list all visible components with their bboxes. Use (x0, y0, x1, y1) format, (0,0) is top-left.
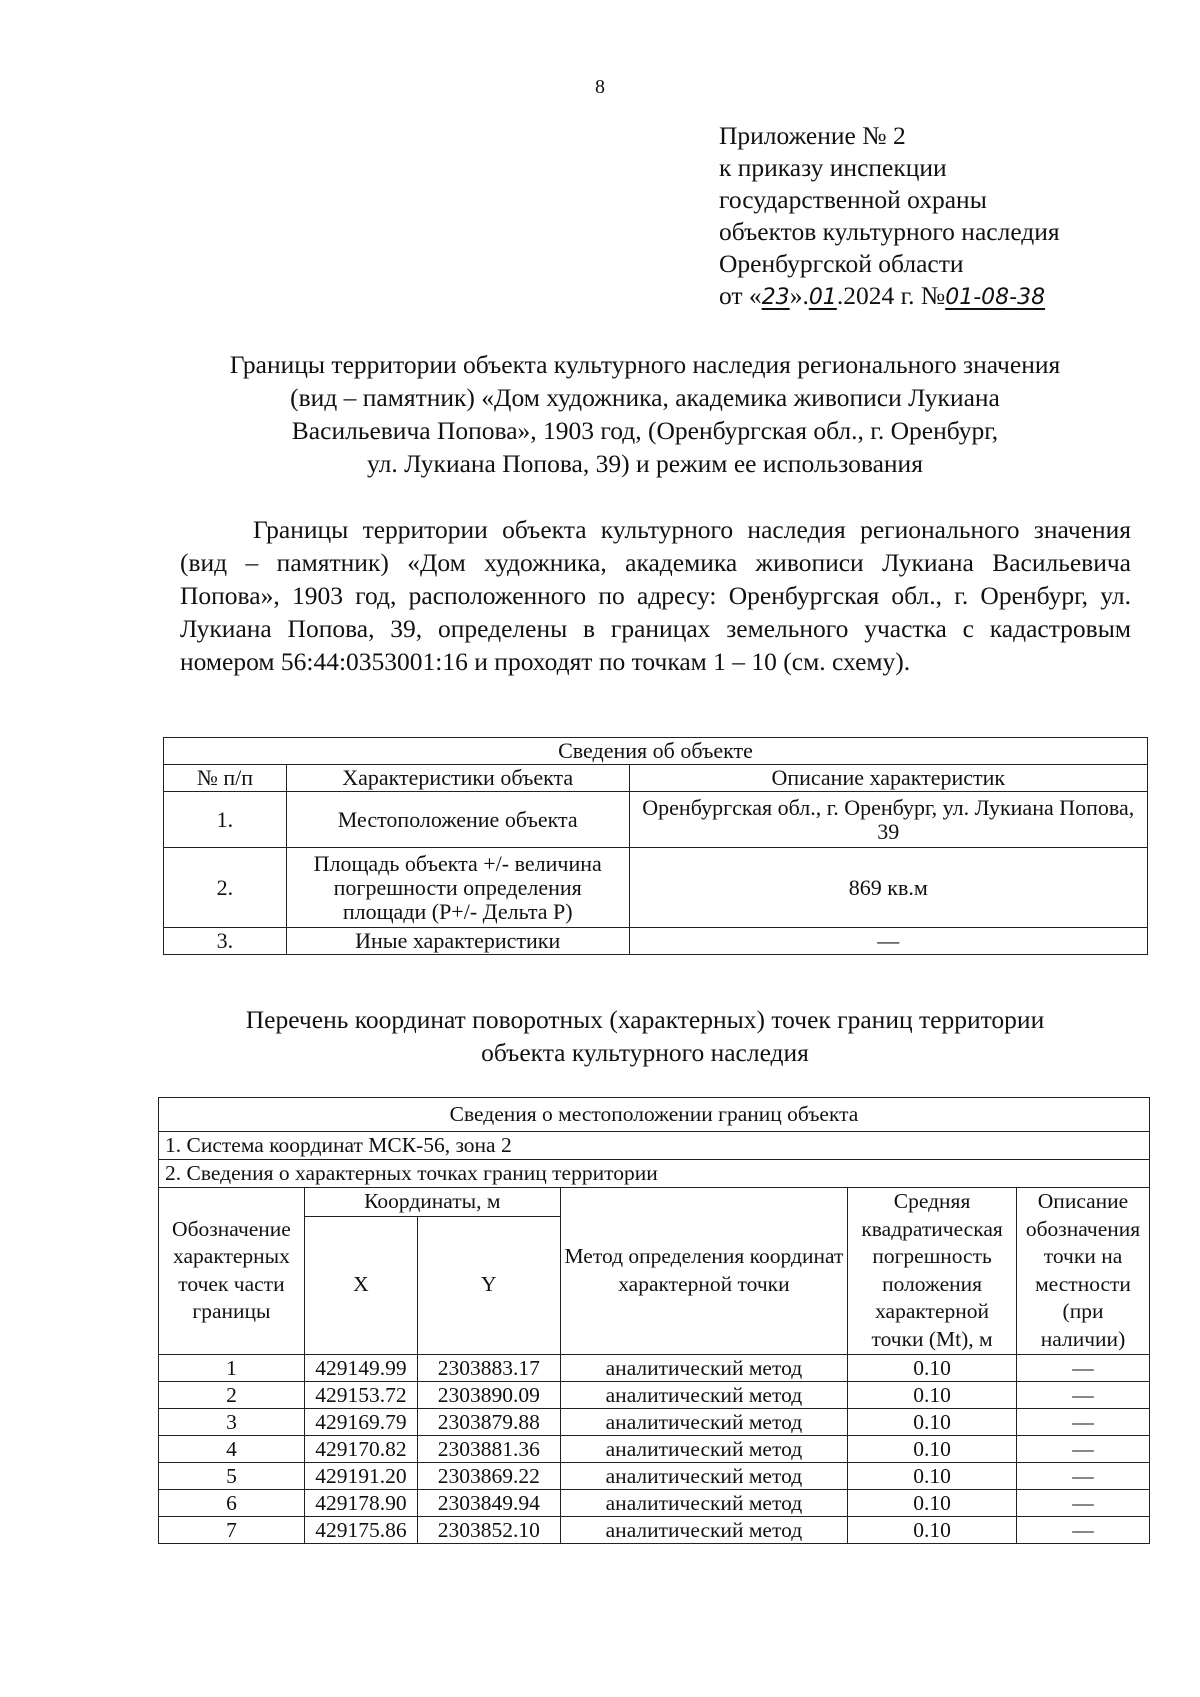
table-row (164, 928, 1148, 955)
point-y: 2303879.88 (417, 1408, 560, 1435)
table-header: № п/п (164, 765, 287, 792)
point-y: 2303883.17 (417, 1354, 560, 1381)
point-x: 429149.99 (304, 1354, 417, 1381)
table-header: Описание характеристик (629, 765, 1147, 792)
title-line: объекта культурного наследия (481, 1038, 809, 1067)
point-description: — (1017, 1516, 1150, 1543)
appendix-date-line (719, 280, 1159, 314)
point-description: — (1017, 1381, 1150, 1408)
point-description: — (1017, 1354, 1150, 1381)
table-row (159, 1381, 1150, 1408)
appendix-line: Приложение № 2 (719, 121, 906, 150)
table-row (159, 1354, 1150, 1381)
row-number: 3. (164, 928, 287, 955)
row-description: 869 кв.м (629, 848, 1147, 928)
row-characteristic: Местоположение объекта (286, 792, 629, 848)
point-description: — (1017, 1462, 1150, 1489)
handwritten-day: 23 (761, 285, 790, 310)
appendix-line: государственной охраны (719, 185, 987, 214)
coordinates-table (158, 1097, 1150, 1544)
point-method: аналитический метод (560, 1408, 847, 1435)
point-y: 2303852.10 (417, 1516, 560, 1543)
point-method: аналитический метод (560, 1435, 847, 1462)
table-row (159, 1435, 1150, 1462)
point-error: 0.10 (848, 1462, 1017, 1489)
point-y: 2303890.09 (417, 1381, 560, 1408)
table-row (159, 1408, 1150, 1435)
point-method: аналитический метод (560, 1462, 847, 1489)
point-description: — (1017, 1408, 1150, 1435)
point-error: 0.10 (848, 1516, 1017, 1543)
row-number: 2. (164, 848, 287, 928)
table-row (159, 1516, 1150, 1543)
point-number: 2 (159, 1381, 305, 1408)
handwritten-month: 01 (808, 285, 837, 310)
row-characteristic: Площадь объекта +/- величина погрешности определения площади (P+/- Дельта P) (286, 848, 629, 928)
table-caption: Сведения о местоположении границ объекта (159, 1098, 1150, 1132)
point-error: 0.10 (848, 1489, 1017, 1516)
point-error: 0.10 (848, 1408, 1017, 1435)
column-header-method: Метод определения координат характерной точки (560, 1188, 847, 1355)
date-year: .2024 г. № (836, 281, 946, 310)
table-row (164, 792, 1148, 848)
point-error: 0.10 (848, 1381, 1017, 1408)
date-mid: ». (789, 281, 809, 310)
point-number: 7 (159, 1516, 305, 1543)
appendix-line: объектов культурного наследия (719, 217, 1060, 246)
point-y: 2303881.36 (417, 1435, 560, 1462)
column-header-coordinates: Координаты, м (304, 1188, 560, 1217)
point-description: — (1017, 1435, 1150, 1462)
coordinates-title (160, 1003, 1130, 1069)
point-x: 429175.86 (304, 1516, 417, 1543)
column-header-point: Обозначение характерных точек части границы (159, 1188, 305, 1355)
point-number: 3 (159, 1408, 305, 1435)
point-y: 2303849.94 (417, 1489, 560, 1516)
column-header-error: Средняя квадратическая погрешность положения характерной точки (Mt), м (848, 1188, 1017, 1355)
point-error: 0.10 (848, 1354, 1017, 1381)
appendix-line: к приказу инспекции (719, 153, 947, 182)
coordinate-system: 1. Система координат МСК-56, зона 2 (159, 1132, 1150, 1160)
body-paragraph: Границы территории объекта культурного наследия регионального значения (вид – памятник) «Дом художника, академика живописи Лукиана Васильевича Попова», 1903 год, расположенного по адресу: Оренбургская обл., г. Оренбург, ул. Лукиана Попова, 39, определены в границах земельного участка с кадастровым номером 56:44:0353001:16 и проходят по точкам 1 – 10 (см. схему). (180, 515, 1131, 676)
table-row (159, 1462, 1150, 1489)
point-method: аналитический метод (560, 1489, 847, 1516)
point-number: 5 (159, 1462, 305, 1489)
point-description: — (1017, 1489, 1150, 1516)
row-description: Оренбургская обл., г. Оренбург, ул. Лукиана Попова, 39 (629, 792, 1147, 848)
point-number: 4 (159, 1435, 305, 1462)
appendix-header (719, 120, 1159, 314)
table-row (159, 1489, 1150, 1516)
point-method: аналитический метод (560, 1516, 847, 1543)
table-row (164, 848, 1148, 928)
point-number: 6 (159, 1489, 305, 1516)
table-caption: Сведения об объекте (164, 738, 1148, 765)
point-error: 0.10 (848, 1435, 1017, 1462)
point-method: аналитический метод (560, 1354, 847, 1381)
title-line: ул. Лукиана Попова, 39) и режим ее использования (367, 449, 923, 478)
title-line: Границы территории объекта культурного наследия регионального значения (229, 350, 1061, 379)
handwritten-order-number: 01-08-38 (945, 285, 1046, 310)
row-description: — (629, 928, 1147, 955)
point-x: 429191.20 (304, 1462, 417, 1489)
date-prefix: от « (719, 281, 762, 310)
row-characteristic: Иные характеристики (286, 928, 629, 955)
column-header-x: X (304, 1216, 417, 1354)
point-x: 429169.79 (304, 1408, 417, 1435)
point-x: 429170.82 (304, 1435, 417, 1462)
object-info-table (163, 737, 1148, 955)
appendix-line: Оренбургской области (719, 249, 964, 278)
point-y: 2303869.22 (417, 1462, 560, 1489)
page-number: 8 (595, 76, 605, 98)
point-number: 1 (159, 1354, 305, 1381)
document-title (160, 348, 1130, 480)
point-x: 429178.90 (304, 1489, 417, 1516)
points-caption: 2. Сведения о характерных точках границ территории (159, 1160, 1150, 1188)
title-line: Васильевича Попова», 1903 год, (Оренбургская обл., г. Оренбург, (291, 416, 999, 445)
title-line: (вид – памятник) «Дом художника, академика живописи Лукиана (290, 383, 1000, 412)
table-header: Характеристики объекта (286, 765, 629, 792)
column-header-y: Y (417, 1216, 560, 1354)
point-x: 429153.72 (304, 1381, 417, 1408)
title-line: Перечень координат поворотных (характерных) точек границ территории (245, 1005, 1045, 1034)
row-number: 1. (164, 792, 287, 848)
column-header-description: Описание обозначения точки на местности (при наличии) (1017, 1188, 1150, 1355)
point-method: аналитический метод (560, 1381, 847, 1408)
